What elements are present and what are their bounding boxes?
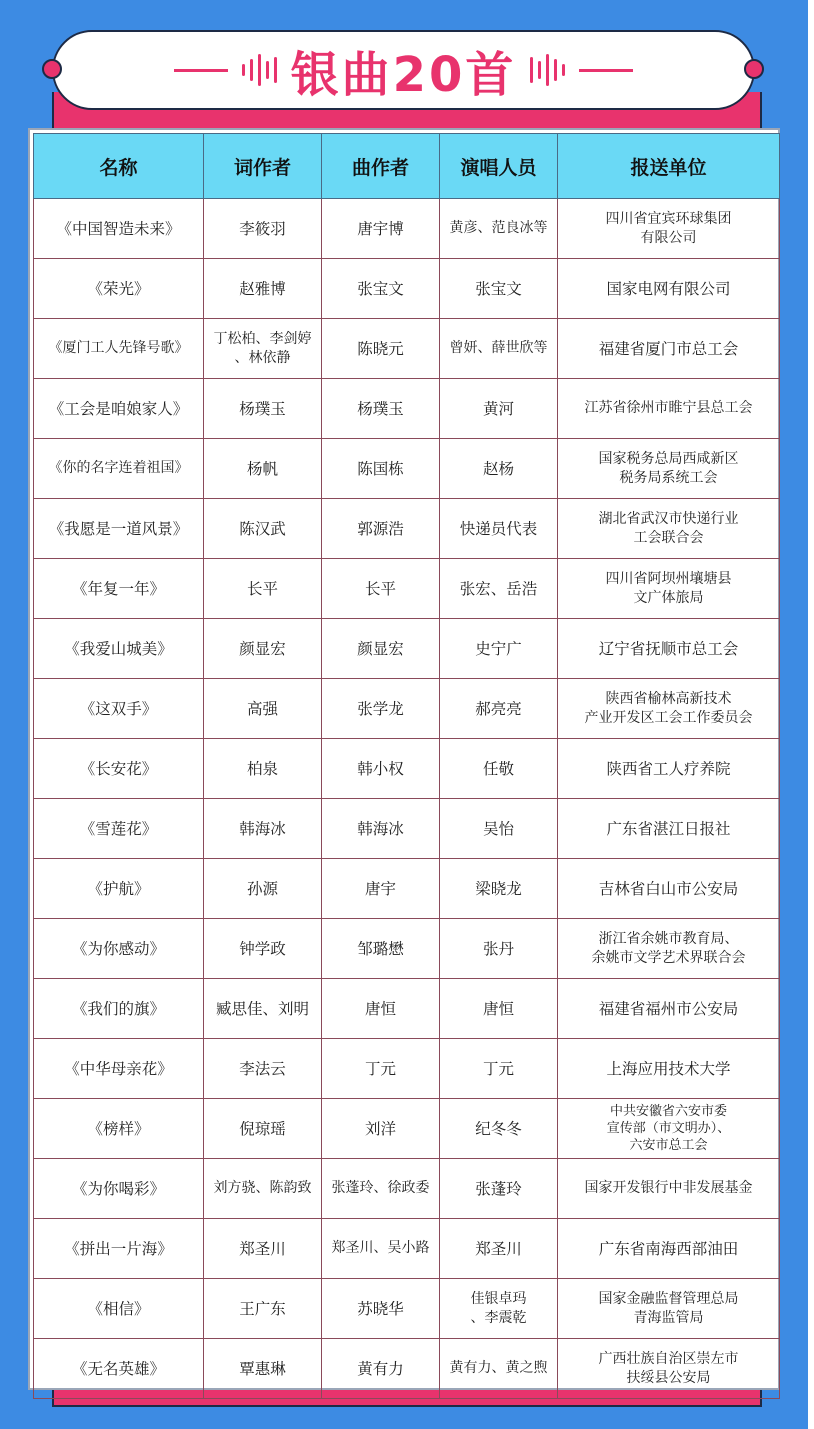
cell-song-name: 《雪莲花》 [34,799,204,859]
cell-composer: 唐宇博 [322,199,440,259]
cell-lyricist: 颜显宏 [204,619,322,679]
cell-submitting-unit: 中共安徽省六安市委 宣传部（市文明办）、 六安市总工会 [558,1099,780,1159]
cell-composer: 陈晓元 [322,319,440,379]
page-title: 银曲20首 [290,46,517,103]
cell-lyricist: 刘方骁、陈韵致 [204,1159,322,1219]
cell-song-name: 《我爱山城美》 [34,619,204,679]
cell-song-name: 《这双手》 [34,679,204,739]
cell-performers: 快递员代表 [440,499,558,559]
cell-performers: 吴怡 [440,799,558,859]
table-row [34,799,780,859]
cell-song-name: 《为你感动》 [34,919,204,979]
table-row [34,1339,780,1399]
cell-performers: 张宏、岳浩 [440,559,558,619]
cell-submitting-unit: 辽宁省抚顺市总工会 [558,619,780,679]
cell-composer: 颜显宏 [322,619,440,679]
cell-lyricist: 杨帆 [204,439,322,499]
cell-song-name: 《厦门工人先锋号歌》 [34,319,204,379]
cell-composer: 苏晓华 [322,1279,440,1339]
cell-lyricist: 王广东 [204,1279,322,1339]
table-row [34,499,780,559]
table-row [34,979,780,1039]
title-banner [52,30,755,110]
cell-performers: 张丹 [440,919,558,979]
cell-composer: 张学龙 [322,679,440,739]
cell-submitting-unit: 江苏省徐州市睢宁县总工会 [558,379,780,439]
cell-performers: 任敬 [440,739,558,799]
cell-song-name: 《无名英雄》 [34,1339,204,1399]
cell-performers: 郝亮亮 [440,679,558,739]
cell-submitting-unit: 陕西省工人疗养院 [558,739,780,799]
left-decor-line [174,69,228,72]
cell-composer: 长平 [322,559,440,619]
cell-composer: 唐宇 [322,859,440,919]
cell-composer: 韩海冰 [322,799,440,859]
cell-lyricist: 覃惠琳 [204,1339,322,1399]
header-performers: 演唱人员 [440,134,558,199]
cell-submitting-unit: 四川省阿坝州壤塘县 文广体旅局 [558,559,780,619]
cell-performers: 梁晓龙 [440,859,558,919]
cell-submitting-unit: 广东省湛江日报社 [558,799,780,859]
cell-submitting-unit: 陕西省榆林高新技术 产业开发区工会工作委员会 [558,679,780,739]
cell-song-name: 《长安花》 [34,739,204,799]
cell-song-name: 《中国智造未来》 [34,199,204,259]
cell-lyricist: 钟学政 [204,919,322,979]
cell-submitting-unit: 四川省宜宾环球集团 有限公司 [558,199,780,259]
left-sound-wave-icon [242,54,277,86]
cell-composer: 唐恒 [322,979,440,1039]
cell-lyricist: 倪琼瑶 [204,1099,322,1159]
cell-song-name: 《相信》 [34,1279,204,1339]
cell-submitting-unit: 湖北省武汉市快递行业 工会联合会 [558,499,780,559]
cell-submitting-unit: 浙江省余姚市教育局、 余姚市文学艺术界联合会 [558,919,780,979]
cell-composer: 黄有力 [322,1339,440,1399]
cell-submitting-unit: 广东省南海西部油田 [558,1219,780,1279]
cell-lyricist: 李法云 [204,1039,322,1099]
right-sound-wave-icon [530,54,565,86]
cell-lyricist: 柏泉 [204,739,322,799]
cell-performers: 赵杨 [440,439,558,499]
cell-performers: 纪冬冬 [440,1099,558,1159]
cell-submitting-unit: 上海应用技术大学 [558,1039,780,1099]
header-song-name: 名称 [34,134,204,199]
table-row [34,1039,780,1099]
cell-performers: 丁元 [440,1039,558,1099]
cell-song-name: 《榜样》 [34,1099,204,1159]
cell-lyricist: 郑圣川 [204,1219,322,1279]
table-row [34,1219,780,1279]
cell-composer: 张宝文 [322,259,440,319]
cell-composer: 郑圣川、吴小路 [322,1219,440,1279]
table-header-row [34,134,780,199]
left-dot-decor [42,59,62,79]
cell-performers: 郑圣川 [440,1219,558,1279]
table-row [34,1099,780,1159]
cell-composer: 郭源浩 [322,499,440,559]
cell-composer: 张蓬玲、徐政委 [322,1159,440,1219]
cell-submitting-unit: 国家开发银行中非发展基金 [558,1159,780,1219]
cell-song-name: 《我们的旗》 [34,979,204,1039]
cell-lyricist: 韩海冰 [204,799,322,859]
cell-submitting-unit: 吉林省白山市公安局 [558,859,780,919]
cell-submitting-unit: 福建省福州市公安局 [558,979,780,1039]
cell-lyricist: 丁松柏、李剑婷 、林依静 [204,319,322,379]
right-dot-decor [744,59,764,79]
cell-lyricist: 长平 [204,559,322,619]
cell-song-name: 《荣光》 [34,259,204,319]
table-row [34,1279,780,1339]
cell-song-name: 《我愿是一道风景》 [34,499,204,559]
cell-performers: 曾妍、薛世欣等 [440,319,558,379]
header-lyricist: 词作者 [204,134,322,199]
table-row [34,739,780,799]
cell-composer: 陈国栋 [322,439,440,499]
table-row [34,199,780,259]
cell-song-name: 《你的名字连着祖国》 [34,439,204,499]
cell-composer: 杨璞玉 [322,379,440,439]
table-row [34,679,780,739]
cell-performers: 黄河 [440,379,558,439]
table-row [34,439,780,499]
songs-table-container [28,128,780,1390]
cell-performers: 张宝文 [440,259,558,319]
table-row [34,859,780,919]
cell-performers: 黄有力、黄之煦 [440,1339,558,1399]
cell-song-name: 《年复一年》 [34,559,204,619]
table-row [34,559,780,619]
table-row [34,619,780,679]
table-row [34,1159,780,1219]
cell-performers: 唐恒 [440,979,558,1039]
cell-performers: 黄彦、范良冰等 [440,199,558,259]
cell-song-name: 《中华母亲花》 [34,1039,204,1099]
header-composer: 曲作者 [322,134,440,199]
cell-submitting-unit: 国家金融监督管理总局 青海监管局 [558,1279,780,1339]
cell-submitting-unit: 国家税务总局西咸新区 税务局系统工会 [558,439,780,499]
cell-lyricist: 赵雅博 [204,259,322,319]
table-row [34,259,780,319]
cell-composer: 丁元 [322,1039,440,1099]
table-row [34,379,780,439]
cell-song-name: 《工会是咱娘家人》 [34,379,204,439]
cell-song-name: 《为你喝彩》 [34,1159,204,1219]
table-row [34,919,780,979]
table-row [34,319,780,379]
cell-submitting-unit: 广西壮族自治区崇左市 扶绥县公安局 [558,1339,780,1399]
cell-performers: 史宁广 [440,619,558,679]
cell-lyricist: 李筱羽 [204,199,322,259]
cell-performers: 佳银卓玛 、李震乾 [440,1279,558,1339]
cell-song-name: 《拼出一片海》 [34,1219,204,1279]
cell-lyricist: 高强 [204,679,322,739]
cell-lyricist: 杨璞玉 [204,379,322,439]
songs-table [33,133,780,1399]
cell-submitting-unit: 国家电网有限公司 [558,259,780,319]
cell-composer: 刘洋 [322,1099,440,1159]
cell-lyricist: 臧思佳、刘明 [204,979,322,1039]
right-decor-line [579,69,633,72]
cell-composer: 韩小权 [322,739,440,799]
cell-composer: 邹璐懋 [322,919,440,979]
header-submitting-unit: 报送单位 [558,134,780,199]
cell-performers: 张蓬玲 [440,1159,558,1219]
cell-lyricist: 陈汉武 [204,499,322,559]
cell-submitting-unit: 福建省厦门市总工会 [558,319,780,379]
cell-song-name: 《护航》 [34,859,204,919]
cell-lyricist: 孙源 [204,859,322,919]
